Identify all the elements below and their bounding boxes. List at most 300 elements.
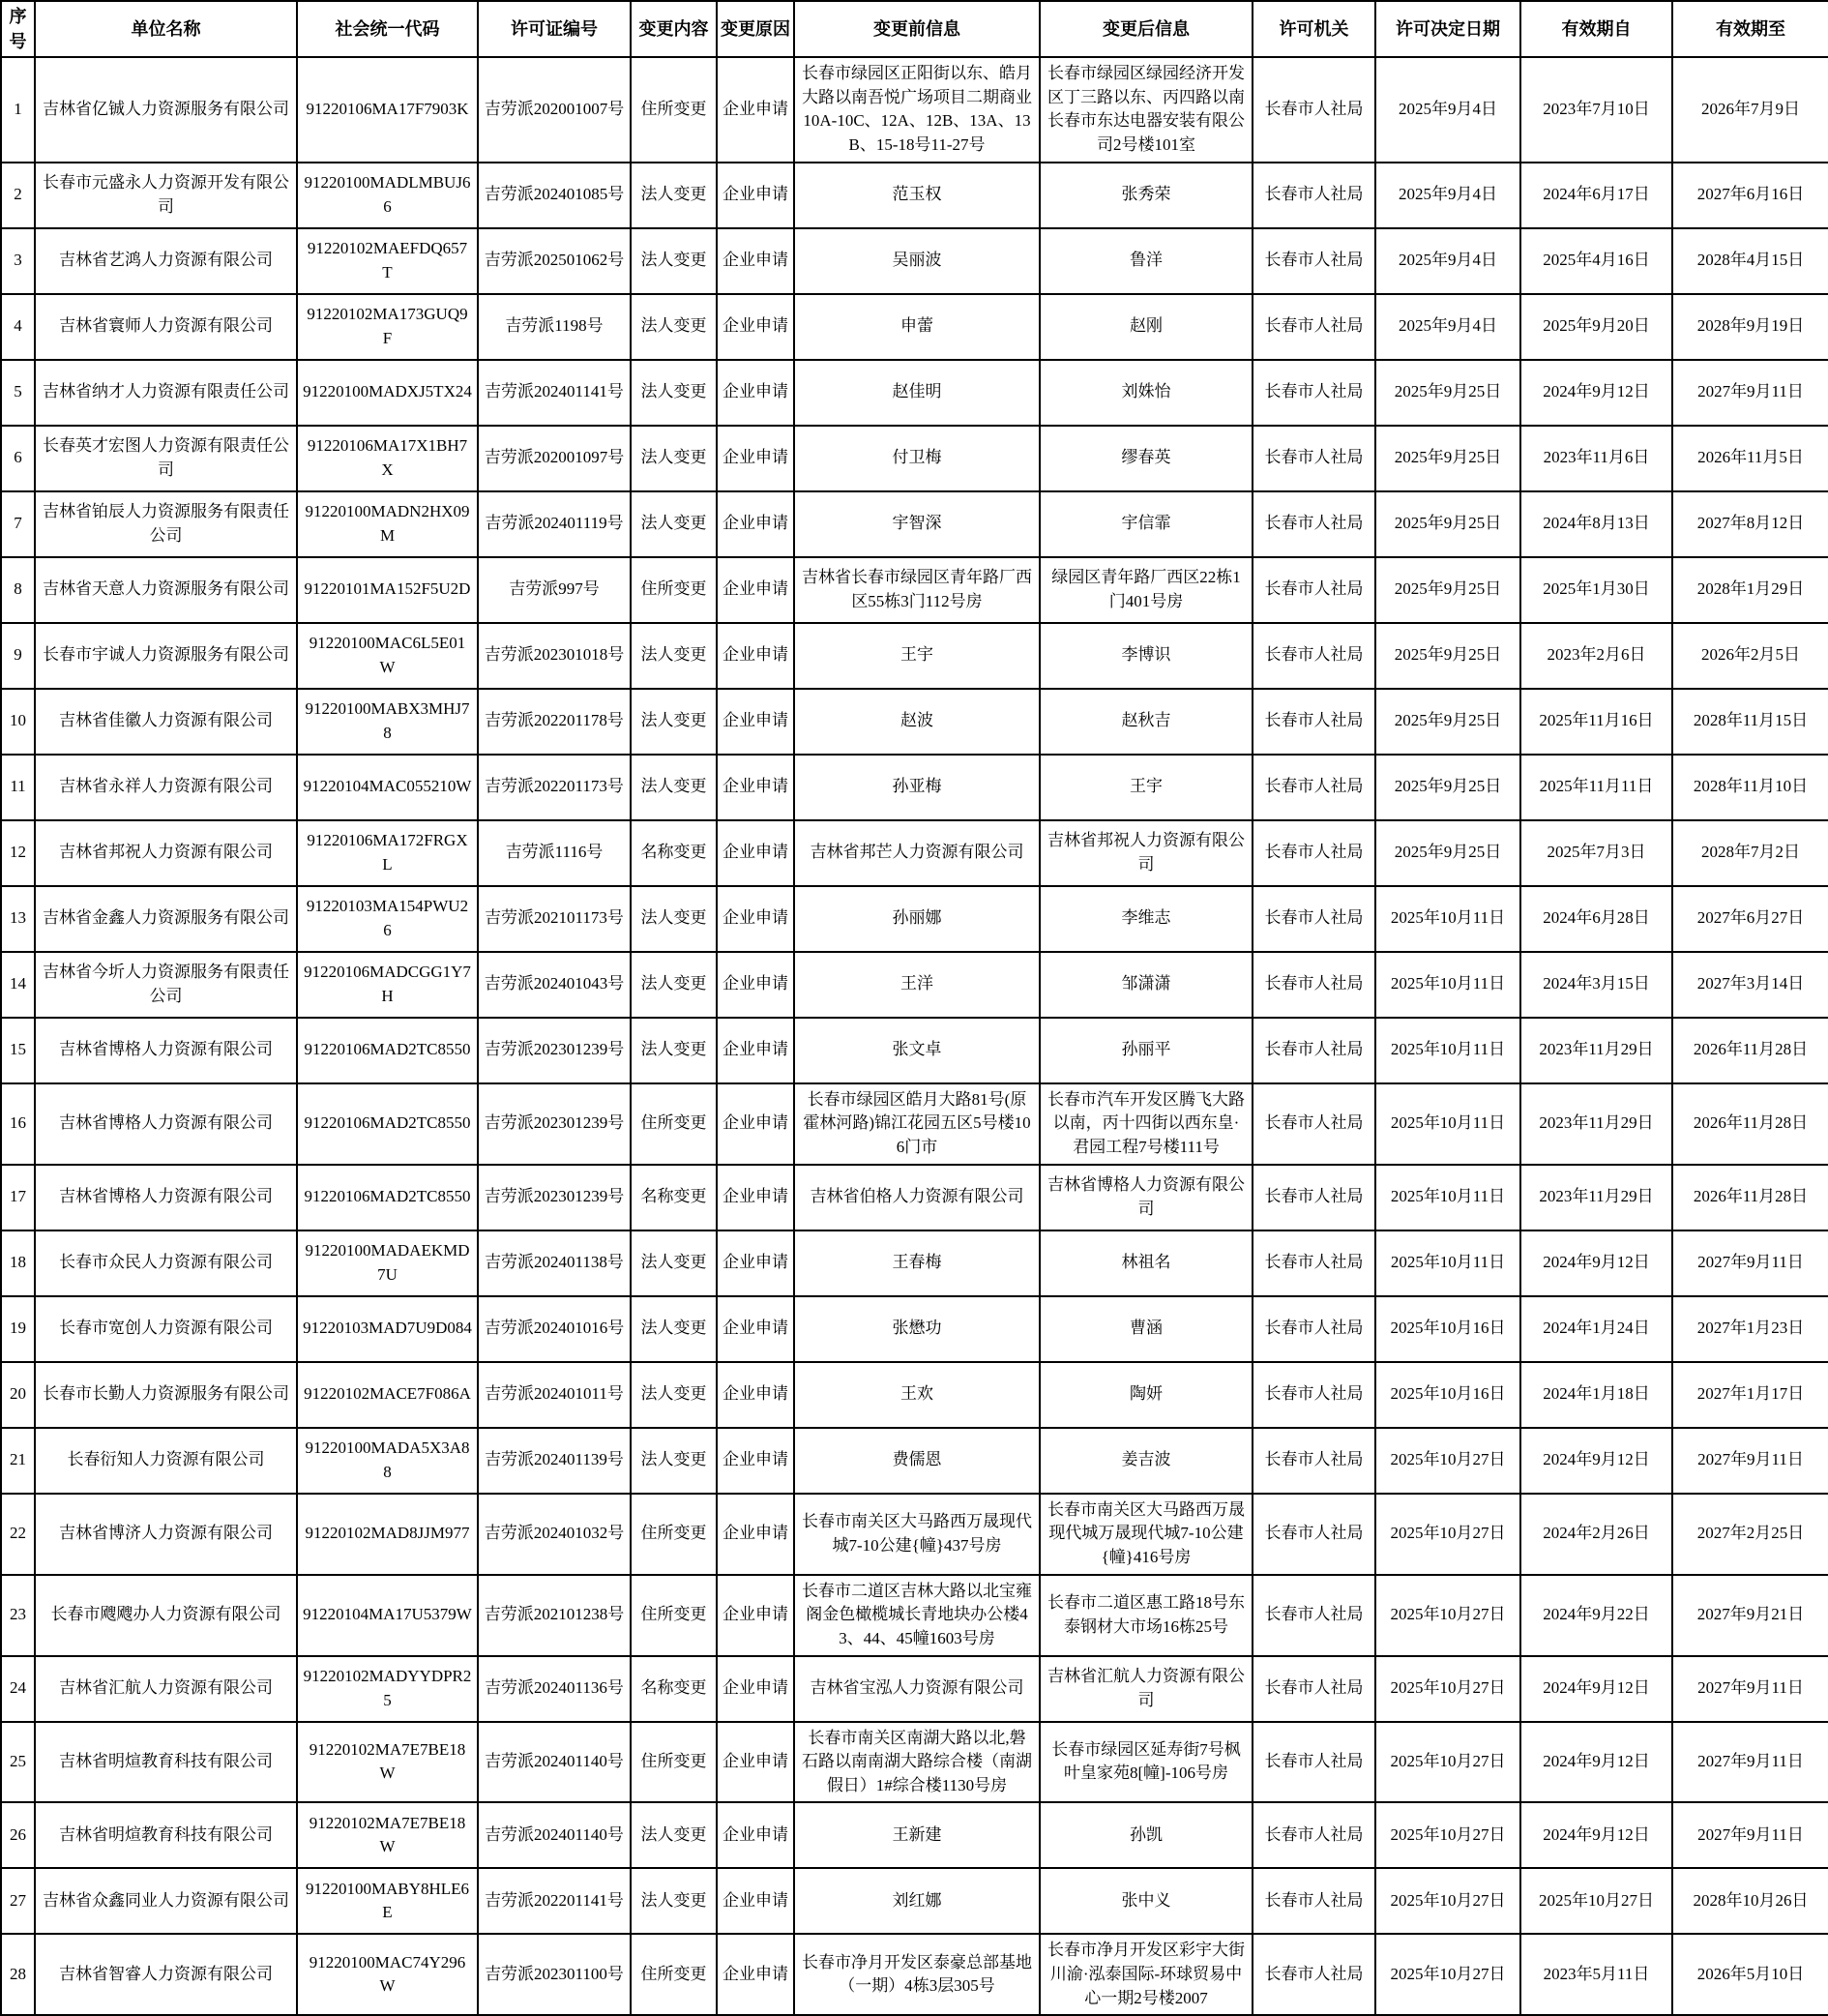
table-cell: 费儒恩 bbox=[794, 1428, 1040, 1494]
table-cell: 吴丽波 bbox=[794, 228, 1040, 294]
table-cell: 邹潇潇 bbox=[1040, 952, 1253, 1018]
table-cell: 2025年9月20日 bbox=[1520, 294, 1672, 360]
table-cell: 91220100MADA5X3A88 bbox=[297, 1428, 478, 1494]
table-cell: 91220103MAD7U9D084 bbox=[297, 1296, 478, 1362]
table-row bbox=[1, 1575, 1828, 1656]
table-cell: 长春市人社局 bbox=[1253, 886, 1375, 952]
table-cell: 法人变更 bbox=[631, 1802, 717, 1868]
table-cell: 法人变更 bbox=[631, 1296, 717, 1362]
table-cell: 91220102MA7E7BE18W bbox=[297, 1802, 478, 1868]
table-cell: 吉林省邦祝人力资源有限公司 bbox=[35, 820, 297, 886]
table-cell: 7 bbox=[1, 491, 35, 557]
table-row bbox=[1, 1494, 1828, 1575]
table-cell: 吉林省汇航人力资源有限公司 bbox=[35, 1656, 297, 1722]
column-header: 序号 bbox=[1, 1, 35, 57]
table-cell: 91220106MA17F7903K bbox=[297, 57, 478, 163]
table-cell: 2024年1月18日 bbox=[1520, 1362, 1672, 1428]
table-cell: 27 bbox=[1, 1868, 35, 1934]
column-header: 有效期自 bbox=[1520, 1, 1672, 57]
table-cell: 付卫梅 bbox=[794, 426, 1040, 491]
table-cell: 91220102MAEFDQ657T bbox=[297, 228, 478, 294]
table-cell: 24 bbox=[1, 1656, 35, 1722]
table-cell: 企业申请 bbox=[717, 1656, 794, 1722]
table-cell: 2024年9月12日 bbox=[1520, 1722, 1672, 1803]
table-cell: 91220104MA17U5379W bbox=[297, 1575, 478, 1656]
table-cell: 8 bbox=[1, 557, 35, 623]
table-cell: 吉劳派202401032号 bbox=[478, 1494, 631, 1575]
table-cell: 2025年11月11日 bbox=[1520, 755, 1672, 820]
table-row bbox=[1, 820, 1828, 886]
table-cell: 吉林省明煊教育科技有限公司 bbox=[35, 1722, 297, 1803]
table-cell: 2025年9月25日 bbox=[1375, 755, 1520, 820]
table-cell: 王洋 bbox=[794, 952, 1040, 1018]
table-cell: 长春市人社局 bbox=[1253, 557, 1375, 623]
table-cell: 21 bbox=[1, 1428, 35, 1494]
table-cell: 长春市绿园区皓月大路81号(原霍林河路)锦江花园五区5号楼106门市 bbox=[794, 1083, 1040, 1165]
table-cell: 91220106MAD2TC8550 bbox=[297, 1165, 478, 1230]
table-cell: 2 bbox=[1, 163, 35, 228]
table-cell: 2025年9月25日 bbox=[1375, 360, 1520, 426]
table-cell: 长春市人社局 bbox=[1253, 426, 1375, 491]
table-cell: 企业申请 bbox=[717, 1428, 794, 1494]
table-cell: 法人变更 bbox=[631, 886, 717, 952]
table-cell: 法人变更 bbox=[631, 163, 717, 228]
table-cell: 长春市净月开发区彩宇大街川渝·泓泰国际-环球贸易中心一期2号楼2007 bbox=[1040, 1934, 1253, 2015]
table-cell: 91220106MADCGG1Y7H bbox=[297, 952, 478, 1018]
table-cell: 2025年9月25日 bbox=[1375, 557, 1520, 623]
table-cell: 2024年6月17日 bbox=[1520, 163, 1672, 228]
table-cell: 吉劳派202401011号 bbox=[478, 1362, 631, 1428]
table-cell: 住所变更 bbox=[631, 57, 717, 163]
column-header: 许可证编号 bbox=[478, 1, 631, 57]
table-cell: 长春市人社局 bbox=[1253, 952, 1375, 1018]
table-cell: 企业申请 bbox=[717, 228, 794, 294]
table-cell: 申蕾 bbox=[794, 294, 1040, 360]
table-cell: 2025年10月16日 bbox=[1375, 1296, 1520, 1362]
table-cell: 91220100MADAEKMD7U bbox=[297, 1230, 478, 1296]
table-row bbox=[1, 294, 1828, 360]
table-cell: 2023年2月6日 bbox=[1520, 623, 1672, 689]
table-cell: 91220102MAD8JJM977 bbox=[297, 1494, 478, 1575]
table-cell: 2026年2月5日 bbox=[1672, 623, 1828, 689]
table-cell: 吉劳派202301018号 bbox=[478, 623, 631, 689]
table-cell: 法人变更 bbox=[631, 294, 717, 360]
table-cell: 长春市南关区大马路西万晟现代城7-10公建{幢}437号房 bbox=[794, 1494, 1040, 1575]
table-cell: 范玉权 bbox=[794, 163, 1040, 228]
table-cell: 23 bbox=[1, 1575, 35, 1656]
table-cell: 王新建 bbox=[794, 1802, 1040, 1868]
table-cell: 吉劳派202401140号 bbox=[478, 1802, 631, 1868]
table-cell: 6 bbox=[1, 426, 35, 491]
table-cell: 企业申请 bbox=[717, 57, 794, 163]
column-header: 变更原因 bbox=[717, 1, 794, 57]
table-cell: 吉劳派997号 bbox=[478, 557, 631, 623]
table-cell: 2023年7月10日 bbox=[1520, 57, 1672, 163]
table-cell: 企业申请 bbox=[717, 557, 794, 623]
table-cell: 吉劳派202401016号 bbox=[478, 1296, 631, 1362]
table-cell: 吉劳派1198号 bbox=[478, 294, 631, 360]
table-cell: 长春市汽车开发区腾飞大路以南，丙十四街以西东皇·君园工程7号楼111号 bbox=[1040, 1083, 1253, 1165]
table-cell: 企业申请 bbox=[717, 1083, 794, 1165]
table-cell: 企业申请 bbox=[717, 1165, 794, 1230]
table-cell: 2026年7月9日 bbox=[1672, 57, 1828, 163]
table-cell: 吉林省艺鸿人力资源有限公司 bbox=[35, 228, 297, 294]
table-cell: 曹涵 bbox=[1040, 1296, 1253, 1362]
table-cell: 吉林省博格人力资源有限公司 bbox=[35, 1165, 297, 1230]
table-row bbox=[1, 1362, 1828, 1428]
table-cell: 2024年1月24日 bbox=[1520, 1296, 1672, 1362]
table-cell: 2025年10月11日 bbox=[1375, 952, 1520, 1018]
table-cell: 2026年11月28日 bbox=[1672, 1165, 1828, 1230]
table-cell: 吉劳派202401139号 bbox=[478, 1428, 631, 1494]
table-cell: 吉劳派202401119号 bbox=[478, 491, 631, 557]
table-cell: 长春英才宏图人力资源有限责任公司 bbox=[35, 426, 297, 491]
table-cell: 2025年10月11日 bbox=[1375, 1018, 1520, 1083]
table-cell: 企业申请 bbox=[717, 426, 794, 491]
table-cell: 2025年10月27日 bbox=[1375, 1575, 1520, 1656]
table-cell: 17 bbox=[1, 1165, 35, 1230]
table-cell: 孙丽娜 bbox=[794, 886, 1040, 952]
table-cell: 长春市人社局 bbox=[1253, 1868, 1375, 1934]
table-cell: 2025年10月11日 bbox=[1375, 1083, 1520, 1165]
column-header: 变更内容 bbox=[631, 1, 717, 57]
table-cell: 吉林省邦祝人力资源有限公司 bbox=[1040, 820, 1253, 886]
table-cell: 3 bbox=[1, 228, 35, 294]
table-row bbox=[1, 491, 1828, 557]
table-cell: 张文卓 bbox=[794, 1018, 1040, 1083]
table-cell: 赵刚 bbox=[1040, 294, 1253, 360]
table-cell: 2025年10月27日 bbox=[1520, 1868, 1672, 1934]
table-cell: 王宇 bbox=[794, 623, 1040, 689]
table-cell: 吉劳派202401085号 bbox=[478, 163, 631, 228]
table-cell: 91220106MAD2TC8550 bbox=[297, 1083, 478, 1165]
table-cell: 91220102MA7E7BE18W bbox=[297, 1722, 478, 1803]
table-cell: 2025年9月25日 bbox=[1375, 623, 1520, 689]
table-row bbox=[1, 557, 1828, 623]
table-cell: 2026年11月28日 bbox=[1672, 1018, 1828, 1083]
table-cell: 企业申请 bbox=[717, 952, 794, 1018]
table-cell: 吉劳派202401140号 bbox=[478, 1722, 631, 1803]
table-cell: 长春市人社局 bbox=[1253, 1934, 1375, 2015]
table-row bbox=[1, 623, 1828, 689]
table-cell: 吉劳派202401141号 bbox=[478, 360, 631, 426]
table-cell: 企业申请 bbox=[717, 1802, 794, 1868]
table-row bbox=[1, 1722, 1828, 1803]
table-row bbox=[1, 1868, 1828, 1934]
table-cell: 9 bbox=[1, 623, 35, 689]
table-cell: 长春市绿园区延寿街7号枫叶皇家苑8[幢]-106号房 bbox=[1040, 1722, 1253, 1803]
table-cell: 长春市人社局 bbox=[1253, 755, 1375, 820]
table-cell: 赵佳明 bbox=[794, 360, 1040, 426]
column-header: 社会统一代码 bbox=[297, 1, 478, 57]
table-cell: 2024年8月13日 bbox=[1520, 491, 1672, 557]
table-cell: 2023年11月6日 bbox=[1520, 426, 1672, 491]
table-row bbox=[1, 1230, 1828, 1296]
table-cell: 法人变更 bbox=[631, 360, 717, 426]
table-row bbox=[1, 1083, 1828, 1165]
table-cell: 长春市二道区吉林大路以北宝雍阁金色橄榄城长青地块办公楼43、44、45幢1603号房 bbox=[794, 1575, 1040, 1656]
table-cell: 20 bbox=[1, 1362, 35, 1428]
table-cell: 吉林省博济人力资源有限公司 bbox=[35, 1494, 297, 1575]
table-cell: 91220100MABX3MHJ78 bbox=[297, 689, 478, 755]
table-cell: 吉林省宝泓人力资源有限公司 bbox=[794, 1656, 1040, 1722]
table-cell: 孙丽平 bbox=[1040, 1018, 1253, 1083]
column-header: 变更后信息 bbox=[1040, 1, 1253, 57]
table-cell: 长春市人社局 bbox=[1253, 1083, 1375, 1165]
table-row bbox=[1, 163, 1828, 228]
table-cell: 企业申请 bbox=[717, 1575, 794, 1656]
table-cell: 企业申请 bbox=[717, 1934, 794, 2015]
table-cell: 赵秋吉 bbox=[1040, 689, 1253, 755]
table-cell: 2028年10月26日 bbox=[1672, 1868, 1828, 1934]
table-cell: 91220100MADN2HX09M bbox=[297, 491, 478, 557]
table-row bbox=[1, 1018, 1828, 1083]
table-cell: 住所变更 bbox=[631, 1934, 717, 2015]
table-cell: 企业申请 bbox=[717, 755, 794, 820]
table-cell: 长春市人社局 bbox=[1253, 1802, 1375, 1868]
table-cell: 法人变更 bbox=[631, 1428, 717, 1494]
table-cell: 企业申请 bbox=[717, 1018, 794, 1083]
table-cell: 2025年10月27日 bbox=[1375, 1494, 1520, 1575]
table-cell: 长春市人社局 bbox=[1253, 1428, 1375, 1494]
table-cell: 2028年4月15日 bbox=[1672, 228, 1828, 294]
table-cell: 陶妍 bbox=[1040, 1362, 1253, 1428]
table-cell: 吉劳派202201178号 bbox=[478, 689, 631, 755]
table-cell: 企业申请 bbox=[717, 1230, 794, 1296]
table-cell: 宇信霏 bbox=[1040, 491, 1253, 557]
table-cell: 吉林省明煊教育科技有限公司 bbox=[35, 1802, 297, 1868]
table-cell: 13 bbox=[1, 886, 35, 952]
table-cell: 91220104MAC055210W bbox=[297, 755, 478, 820]
table-cell: 91220102MA173GUQ9F bbox=[297, 294, 478, 360]
table-cell: 2027年9月11日 bbox=[1672, 1428, 1828, 1494]
table-cell: 长春市南关区大马路西万晟现代城万晟现代城7-10公建{幢}416号房 bbox=[1040, 1494, 1253, 1575]
table-cell: 2024年6月28日 bbox=[1520, 886, 1672, 952]
table-cell: 刘红娜 bbox=[794, 1868, 1040, 1934]
table-cell: 2024年2月26日 bbox=[1520, 1494, 1672, 1575]
table-cell: 张秀荣 bbox=[1040, 163, 1253, 228]
table-cell: 91220106MA17X1BH7X bbox=[297, 426, 478, 491]
table-cell: 企业申请 bbox=[717, 294, 794, 360]
table-cell: 吉林省金鑫人力资源服务有限公司 bbox=[35, 886, 297, 952]
table-cell: 长春市南关区南湖大路以北,磐石路以南南湖大路综合楼（南湖假日）1#综合楼1130号房 bbox=[794, 1722, 1040, 1803]
table-cell: 企业申请 bbox=[717, 360, 794, 426]
table-row bbox=[1, 1296, 1828, 1362]
table-cell: 2027年3月14日 bbox=[1672, 952, 1828, 1018]
table-cell: 法人变更 bbox=[631, 689, 717, 755]
table-cell: 绿园区青年路厂西区22栋1门401号房 bbox=[1040, 557, 1253, 623]
table-cell: 2025年10月27日 bbox=[1375, 1802, 1520, 1868]
table-cell: 2027年6月27日 bbox=[1672, 886, 1828, 952]
table-cell: 宇智深 bbox=[794, 491, 1040, 557]
table-cell: 18 bbox=[1, 1230, 35, 1296]
table-cell: 91220100MADLMBUJ66 bbox=[297, 163, 478, 228]
table-cell: 2025年10月11日 bbox=[1375, 1165, 1520, 1230]
column-header: 变更前信息 bbox=[794, 1, 1040, 57]
table-cell: 2026年11月28日 bbox=[1672, 1083, 1828, 1165]
table-cell: 吉劳派202101173号 bbox=[478, 886, 631, 952]
table-cell: 16 bbox=[1, 1083, 35, 1165]
table-cell: 吉劳派202301239号 bbox=[478, 1083, 631, 1165]
table-cell: 吉林省铂辰人力资源服务有限责任公司 bbox=[35, 491, 297, 557]
table-cell: 2027年9月11日 bbox=[1672, 1802, 1828, 1868]
table-cell: 吉林省寰师人力资源有限公司 bbox=[35, 294, 297, 360]
table-cell: 吉劳派202201141号 bbox=[478, 1868, 631, 1934]
table-cell: 孙凯 bbox=[1040, 1802, 1253, 1868]
table-row bbox=[1, 952, 1828, 1018]
table-cell: 2025年9月25日 bbox=[1375, 491, 1520, 557]
table-row bbox=[1, 1802, 1828, 1868]
table-cell: 2027年9月21日 bbox=[1672, 1575, 1828, 1656]
table-cell: 2026年5月10日 bbox=[1672, 1934, 1828, 2015]
table-cell: 孙亚梅 bbox=[794, 755, 1040, 820]
table-cell: 吉劳派202301239号 bbox=[478, 1165, 631, 1230]
table-row bbox=[1, 57, 1828, 163]
table-cell: 吉林省伯格人力资源有限公司 bbox=[794, 1165, 1040, 1230]
table-cell: 2024年9月12日 bbox=[1520, 1656, 1672, 1722]
table-cell: 19 bbox=[1, 1296, 35, 1362]
table-cell: 2023年5月11日 bbox=[1520, 1934, 1672, 2015]
table-cell: 王春梅 bbox=[794, 1230, 1040, 1296]
table-cell: 吉林省长春市绿园区青年路厂西区55栋3门112号房 bbox=[794, 557, 1040, 623]
table-cell: 鲁洋 bbox=[1040, 228, 1253, 294]
table-cell: 2028年1月29日 bbox=[1672, 557, 1828, 623]
table-cell: 吉林省邦芒人力资源有限公司 bbox=[794, 820, 1040, 886]
table-cell: 长春市人社局 bbox=[1253, 57, 1375, 163]
table-cell: 2025年1月30日 bbox=[1520, 557, 1672, 623]
table-cell: 李维志 bbox=[1040, 886, 1253, 952]
table-cell: 长春市人社局 bbox=[1253, 1575, 1375, 1656]
table-cell: 2028年9月19日 bbox=[1672, 294, 1828, 360]
table-cell: 姜吉波 bbox=[1040, 1428, 1253, 1494]
table-cell: 法人变更 bbox=[631, 1018, 717, 1083]
table-cell: 王欢 bbox=[794, 1362, 1040, 1428]
column-header: 单位名称 bbox=[35, 1, 297, 57]
table-cell: 2025年9月25日 bbox=[1375, 426, 1520, 491]
table-cell: 4 bbox=[1, 294, 35, 360]
table-cell: 2027年1月17日 bbox=[1672, 1362, 1828, 1428]
table-cell: 10 bbox=[1, 689, 35, 755]
table-cell: 长春市人社局 bbox=[1253, 1494, 1375, 1575]
table-cell: 名称变更 bbox=[631, 820, 717, 886]
table-cell: 长春市宽创人力资源有限公司 bbox=[35, 1296, 297, 1362]
table-cell: 91220106MA172FRGXL bbox=[297, 820, 478, 886]
table-cell: 张中义 bbox=[1040, 1868, 1253, 1934]
table-cell: 长春市人社局 bbox=[1253, 1722, 1375, 1803]
table-cell: 吉劳派202401136号 bbox=[478, 1656, 631, 1722]
table-cell: 2024年9月12日 bbox=[1520, 1428, 1672, 1494]
table-cell: 吉林省永祥人力资源有限公司 bbox=[35, 755, 297, 820]
table-cell: 吉林省亿铖人力资源服务有限公司 bbox=[35, 57, 297, 163]
table-cell: 2026年11月5日 bbox=[1672, 426, 1828, 491]
table-cell: 2025年9月25日 bbox=[1375, 689, 1520, 755]
table-cell: 赵波 bbox=[794, 689, 1040, 755]
table-cell: 2028年11月10日 bbox=[1672, 755, 1828, 820]
table-cell: 住所变更 bbox=[631, 557, 717, 623]
table-cell: 91220102MADYYDPR25 bbox=[297, 1656, 478, 1722]
table-cell: 吉林省博格人力资源有限公司 bbox=[35, 1018, 297, 1083]
table-cell: 吉林省天意人力资源服务有限公司 bbox=[35, 557, 297, 623]
table-cell: 名称变更 bbox=[631, 1656, 717, 1722]
table-row bbox=[1, 426, 1828, 491]
table-cell: 长春市人社局 bbox=[1253, 360, 1375, 426]
table-cell: 张懋功 bbox=[794, 1296, 1040, 1362]
table-cell: 2025年10月27日 bbox=[1375, 1656, 1520, 1722]
table-cell: 15 bbox=[1, 1018, 35, 1083]
table-cell: 2024年9月12日 bbox=[1520, 360, 1672, 426]
table-cell: 2025年10月27日 bbox=[1375, 1722, 1520, 1803]
table-cell: 1 bbox=[1, 57, 35, 163]
table-cell: 企业申请 bbox=[717, 1362, 794, 1428]
table-cell: 长春市二道区惠工路18号东泰钢材大市场16栋25号 bbox=[1040, 1575, 1253, 1656]
table-cell: 长春衍知人力资源有限公司 bbox=[35, 1428, 297, 1494]
table-cell: 2025年10月16日 bbox=[1375, 1362, 1520, 1428]
table-cell: 长春市绿园区绿园经济开发区丁三路以东、丙四路以南长春市东达电器安装有限公司2号楼101室 bbox=[1040, 57, 1253, 163]
table-cell: 2027年9月11日 bbox=[1672, 1230, 1828, 1296]
table-cell: 长春市人社局 bbox=[1253, 1656, 1375, 1722]
table-row bbox=[1, 228, 1828, 294]
table-cell: 12 bbox=[1, 820, 35, 886]
table-row bbox=[1, 886, 1828, 952]
table-cell: 2025年9月4日 bbox=[1375, 57, 1520, 163]
table-cell: 长春市人社局 bbox=[1253, 294, 1375, 360]
table-cell: 长春市绿园区正阳街以东、皓月大路以南吾悦广场项目二期商业10A-10C、12A、12B、13A、13B、15-18号11-27号 bbox=[794, 57, 1040, 163]
table-cell: 吉劳派202301239号 bbox=[478, 1018, 631, 1083]
table-cell: 住所变更 bbox=[631, 1722, 717, 1803]
table-cell: 91220103MA154PWU26 bbox=[297, 886, 478, 952]
table-cell: 长春市元盛永人力资源开发有限公司 bbox=[35, 163, 297, 228]
table-cell: 2023年11月29日 bbox=[1520, 1018, 1672, 1083]
table-cell: 吉林省纳才人力资源有限责任公司 bbox=[35, 360, 297, 426]
table-cell: 法人变更 bbox=[631, 1868, 717, 1934]
table-cell: 法人变更 bbox=[631, 491, 717, 557]
table-cell: 吉劳派202501062号 bbox=[478, 228, 631, 294]
table-cell: 吉劳派1116号 bbox=[478, 820, 631, 886]
table-cell: 2023年11月29日 bbox=[1520, 1165, 1672, 1230]
table-cell: 2025年10月11日 bbox=[1375, 886, 1520, 952]
table-cell: 吉劳派202001007号 bbox=[478, 57, 631, 163]
table-cell: 91220102MACE7F086A bbox=[297, 1362, 478, 1428]
table-cell: 25 bbox=[1, 1722, 35, 1803]
table-cell: 91220100MAC6L5E01W bbox=[297, 623, 478, 689]
table-cell: 长春市人社局 bbox=[1253, 623, 1375, 689]
table-cell: 2025年9月4日 bbox=[1375, 163, 1520, 228]
table-cell: 企业申请 bbox=[717, 689, 794, 755]
table-cell: 长春市飕飕办人力资源有限公司 bbox=[35, 1575, 297, 1656]
table-cell: 企业申请 bbox=[717, 623, 794, 689]
table-cell: 22 bbox=[1, 1494, 35, 1575]
column-header: 许可决定日期 bbox=[1375, 1, 1520, 57]
table-cell: 法人变更 bbox=[631, 623, 717, 689]
table-cell: 2027年9月11日 bbox=[1672, 1656, 1828, 1722]
table-cell: 长春市人社局 bbox=[1253, 1165, 1375, 1230]
table-cell: 2027年2月25日 bbox=[1672, 1494, 1828, 1575]
table-row bbox=[1, 1165, 1828, 1230]
table-cell: 2028年11月15日 bbox=[1672, 689, 1828, 755]
table-cell: 91220101MA152F5U2D bbox=[297, 557, 478, 623]
table-cell: 长春市众民人力资源有限公司 bbox=[35, 1230, 297, 1296]
table-cell: 长春市人社局 bbox=[1253, 1018, 1375, 1083]
table-cell: 长春市长勤人力资源服务有限公司 bbox=[35, 1362, 297, 1428]
table-cell: 2024年9月12日 bbox=[1520, 1230, 1672, 1296]
table-cell: 28 bbox=[1, 1934, 35, 2015]
table-cell: 缪春英 bbox=[1040, 426, 1253, 491]
table-cell: 企业申请 bbox=[717, 1296, 794, 1362]
column-header: 许可机关 bbox=[1253, 1, 1375, 57]
table-row bbox=[1, 360, 1828, 426]
table-cell: 2027年1月23日 bbox=[1672, 1296, 1828, 1362]
table-cell: 吉林省汇航人力资源有限公司 bbox=[1040, 1656, 1253, 1722]
